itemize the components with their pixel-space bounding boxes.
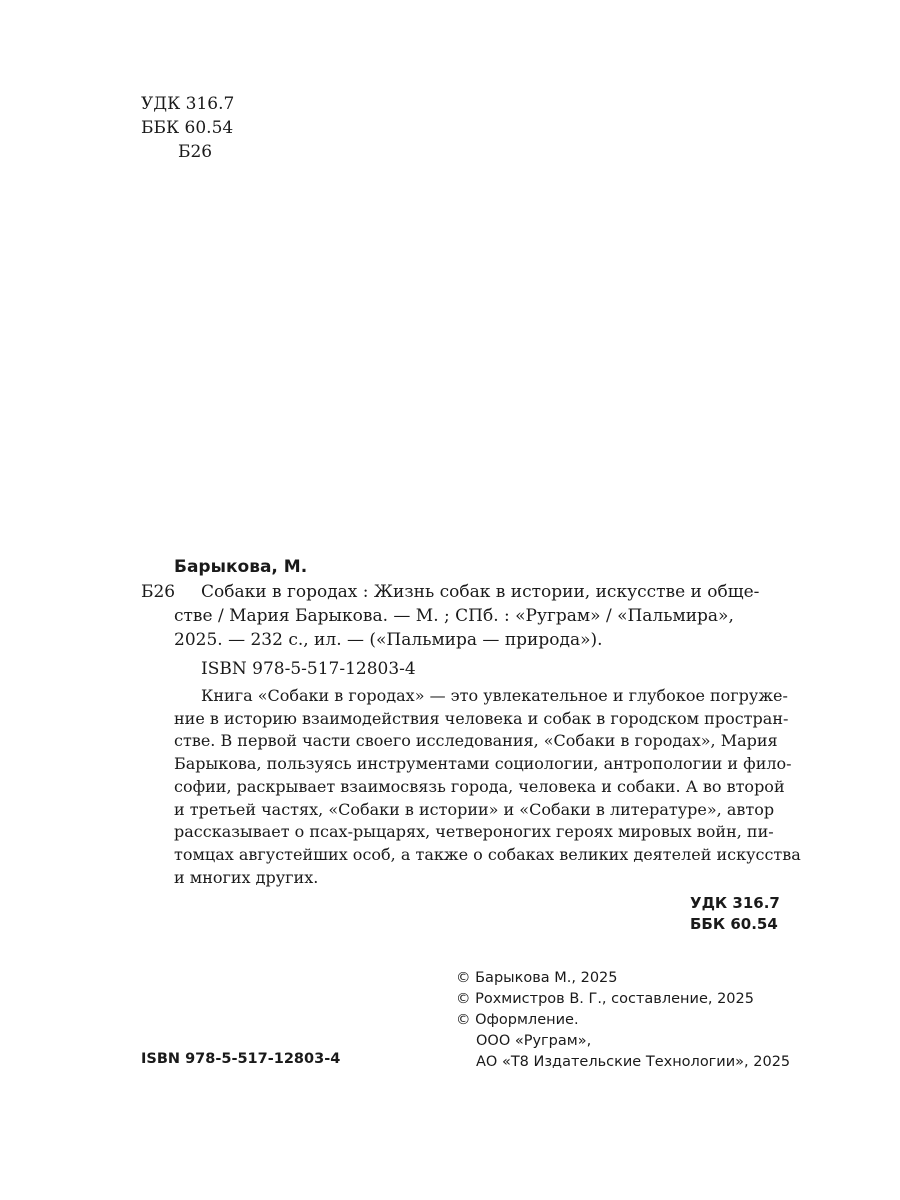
annotation-line: и третьей частях, «Собаки в истории» и «Собаки в литературе», автор [174, 799, 775, 819]
copyright-block [456, 968, 790, 1073]
copyright-publisher-2: АО «Т8 Издательские Технологии», 2025 [476, 1054, 791, 1070]
annotation-line: Книга «Собаки в городах» — это увлекательное и глубокое погруже- [201, 686, 788, 705]
annotation-line: стве. В первой части своего исследования, «Собаки в городах», Мария [174, 731, 778, 751]
top-classification-codes [141, 92, 234, 164]
annotation-line: ние в историю взаимодействия человека и собак в городском простран- [174, 708, 789, 728]
copyright-publisher-1: ООО «Руграм», [476, 1033, 592, 1049]
annotation [174, 685, 801, 889]
copyright-design: © Оформление. [456, 1012, 579, 1028]
udk-code: УДК 316.7 [141, 94, 235, 114]
bottom-bbk-code: ББК 60.54 [690, 915, 778, 933]
record-author: Барыкова, М. [174, 557, 308, 577]
bottom-isbn: ISBN 978-5-517-12803-4 [141, 1051, 341, 1067]
author-mark: Б26 [178, 142, 213, 162]
bottom-classification-codes [690, 893, 780, 935]
bbk-code: ББК 60.54 [141, 118, 234, 138]
copyright-author: © Барыкова М., 2025 [456, 970, 618, 986]
annotation-line: и многих других. [174, 867, 319, 887]
record-isbn: ISBN 978-5-517-12803-4 [201, 659, 416, 679]
record-line: стве / Мария Барыкова. — М. ; СПб. : «Руграм» / «Пальмира», [174, 606, 734, 626]
record-line: Собаки в городах : Жизнь собак в истории, искусстве и обще- [201, 582, 760, 602]
annotation-line: рассказывает о псах-рыцарях, четвероногих героях мировых войн, пи- [174, 822, 774, 842]
annotation-line: софии, раскрывает взаимосвязь города, человека и собаки. А во второй [174, 776, 785, 796]
bottom-udk-code: УДК 316.7 [690, 894, 780, 912]
annotation-line: Барыкова, пользуясь инструментами социологии, антропологии и фило- [174, 754, 792, 774]
annotation-line: томцах августейших особ, а также о собаках великих деятелей искусства [174, 844, 801, 864]
bibliographic-record [174, 580, 760, 652]
copyright-compiler: © Рохмистров В. Г., составление, 2025 [456, 991, 754, 1007]
record-line: 2025. — 232 с., ил. — («Пальмира — природа»). [174, 630, 603, 650]
record-author-mark: Б26 [141, 582, 176, 602]
